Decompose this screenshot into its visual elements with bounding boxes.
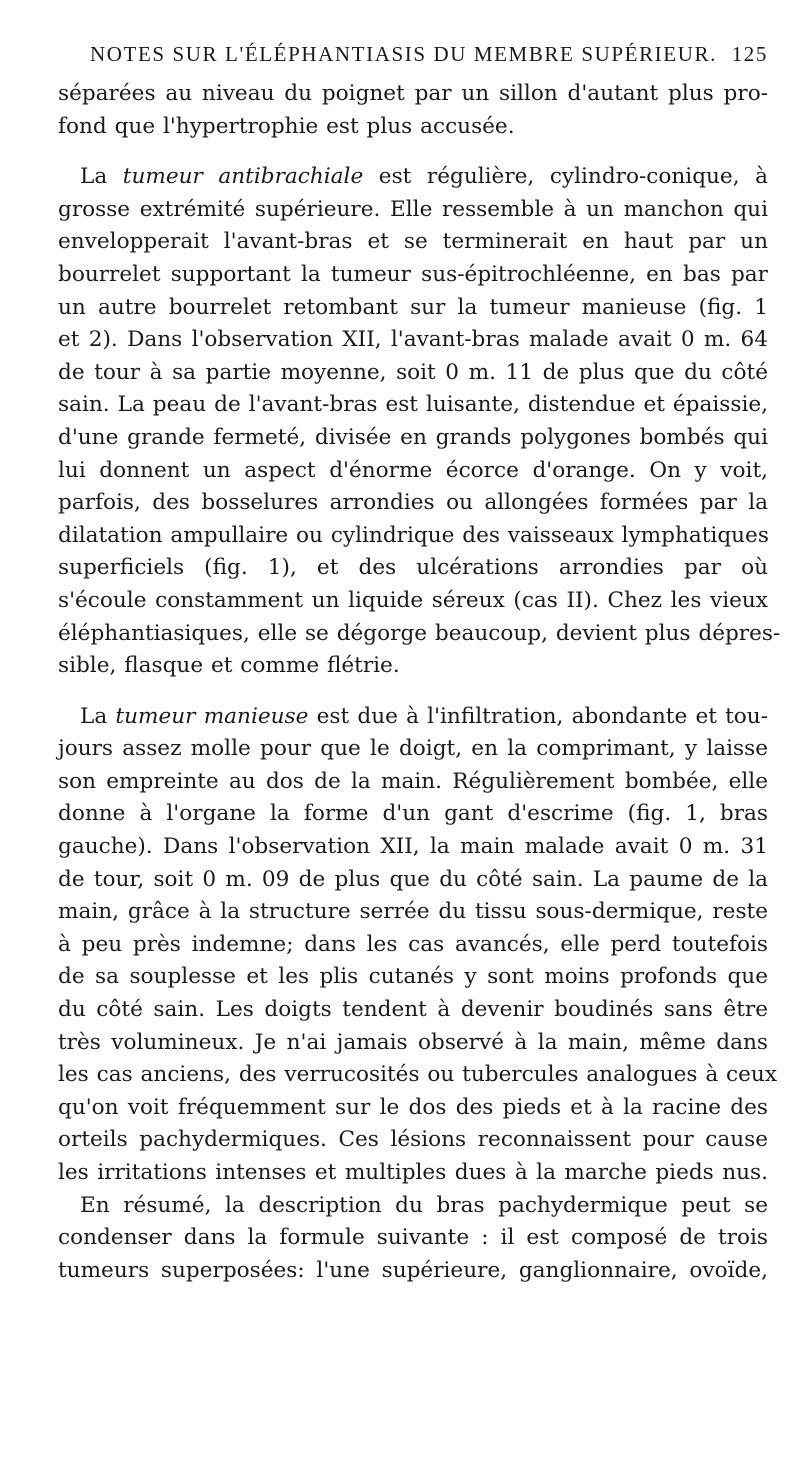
paragraph-tumeur-antibrachiale xyxy=(58,161,781,683)
text-line: La tumeur manieuse est due à l'infiltration, abondante et tou- xyxy=(80,703,768,729)
running-header xyxy=(58,42,768,72)
text-line: fond que l'hypertrophie est plus accusée. xyxy=(58,113,515,139)
text-line: séparées au niveau du poignet par un sillon d'autant plus pro- xyxy=(58,81,768,106)
text-line: très volumineux. Je n'ai jamais observé à la main, même dans xyxy=(58,1029,768,1055)
text-line: les irritations intenses et multiples dues à la marche pieds nus. xyxy=(58,1160,768,1185)
paragraph-continuation xyxy=(58,78,768,143)
text-line: dilatation ampullaire ou cylindrique des vaisseaux lymphatiques xyxy=(58,522,769,548)
header-title: NOTES SUR L'ÉLÉPHANTIASIS DU MEMBRE SUPÉRIEUR. xyxy=(90,42,717,66)
text-line: d'une grande fermeté, divisée en grands polygones bombés qui xyxy=(58,424,768,450)
text-line: En résumé, la description du bras pachydermique peut se xyxy=(80,1192,768,1218)
text-line: qu'on voit fréquemment sur le dos des pieds et à la racine des xyxy=(58,1094,768,1120)
text-line: s'écoule constamment un liquide séreux (cas II). Chez les vieux xyxy=(58,587,768,613)
text-line: superficiels (fig. 1), et des ulcérations arrondies par où xyxy=(58,555,768,581)
text-line: bourrelet supportant la tumeur sus-épitrochléenne, en bas par xyxy=(58,261,768,287)
text-line: donne à l'organe la forme d'un gant d'escrime (fig. 1, bras xyxy=(58,801,768,827)
paragraph-resume xyxy=(58,1190,768,1288)
document-page xyxy=(58,42,781,1287)
text-line: et 2). Dans l'observation XII, l'avant-bras malade avait 0 m. 64 xyxy=(58,327,768,353)
text-line: jours assez molle pour que le doigt, en la comprimant, y laisse xyxy=(58,736,768,762)
text-line: main, grâce à la structure serrée du tissu sous-dermique, reste xyxy=(58,899,768,925)
page-number: 125 xyxy=(731,42,768,66)
text-line: un autre bourrelet retombant sur la tumeur manieuse (fig. 1 xyxy=(58,294,768,320)
text-line: de tour, soit 0 m. 09 de plus que du côté sain. La paume de la xyxy=(58,866,768,892)
text-line: du côté sain. Les doigts tendent à devenir boudinés sans être xyxy=(58,997,768,1023)
text-line: sain. La peau de l'avant-bras est luisante, distendue et épaissie, xyxy=(58,392,768,418)
text-line: orteils pachydermiques. Ces lésions reconnaissent pour cause xyxy=(58,1127,768,1153)
text-line: parfois, des bosselures arrondies ou allongées formées par la xyxy=(58,490,768,516)
text-line: sible, flasque et comme flétrie. xyxy=(58,653,400,679)
text-line: gauche). Dans l'observation XII, la main malade avait 0 m. 31 xyxy=(58,834,768,860)
text-line: envelopperait l'avant-bras et se terminerait en haut par un xyxy=(58,229,768,255)
text-line: son empreinte au dos de la main. Régulièrement bombée, elle xyxy=(58,768,768,794)
text-line: La tumeur antibrachiale est régulière, cylindro-conique, à xyxy=(80,164,768,190)
text-line: les cas anciens, des verrucosités ou tubercules analogues à ceux xyxy=(58,1062,778,1088)
text-line: grosse extrémité supérieure. Elle ressemble à un manchon qui xyxy=(58,196,768,222)
text-line: de tour à sa partie moyenne, soit 0 m. 11 de plus que du côté xyxy=(58,359,768,385)
text-line: éléphantiasiques, elle se dégorge beaucoup, devient plus dépres- xyxy=(58,620,781,646)
text-line: tumeurs superposées: l'une supérieure, ganglionnaire, ovoïde, xyxy=(58,1257,768,1283)
text-line: condenser dans la formule suivante : il est composé de trois xyxy=(58,1225,768,1251)
text-line: lui donnent un aspect d'énorme écorce d'orange. On y voit, xyxy=(58,457,768,483)
paragraph-tumeur-manieuse xyxy=(58,701,778,1190)
text-line: de sa souplesse et les plis cutanés y sont moins profonds que xyxy=(58,964,768,990)
text-line: à peu près indemne; dans les cas avancés, elle perd toutefois xyxy=(58,931,768,957)
